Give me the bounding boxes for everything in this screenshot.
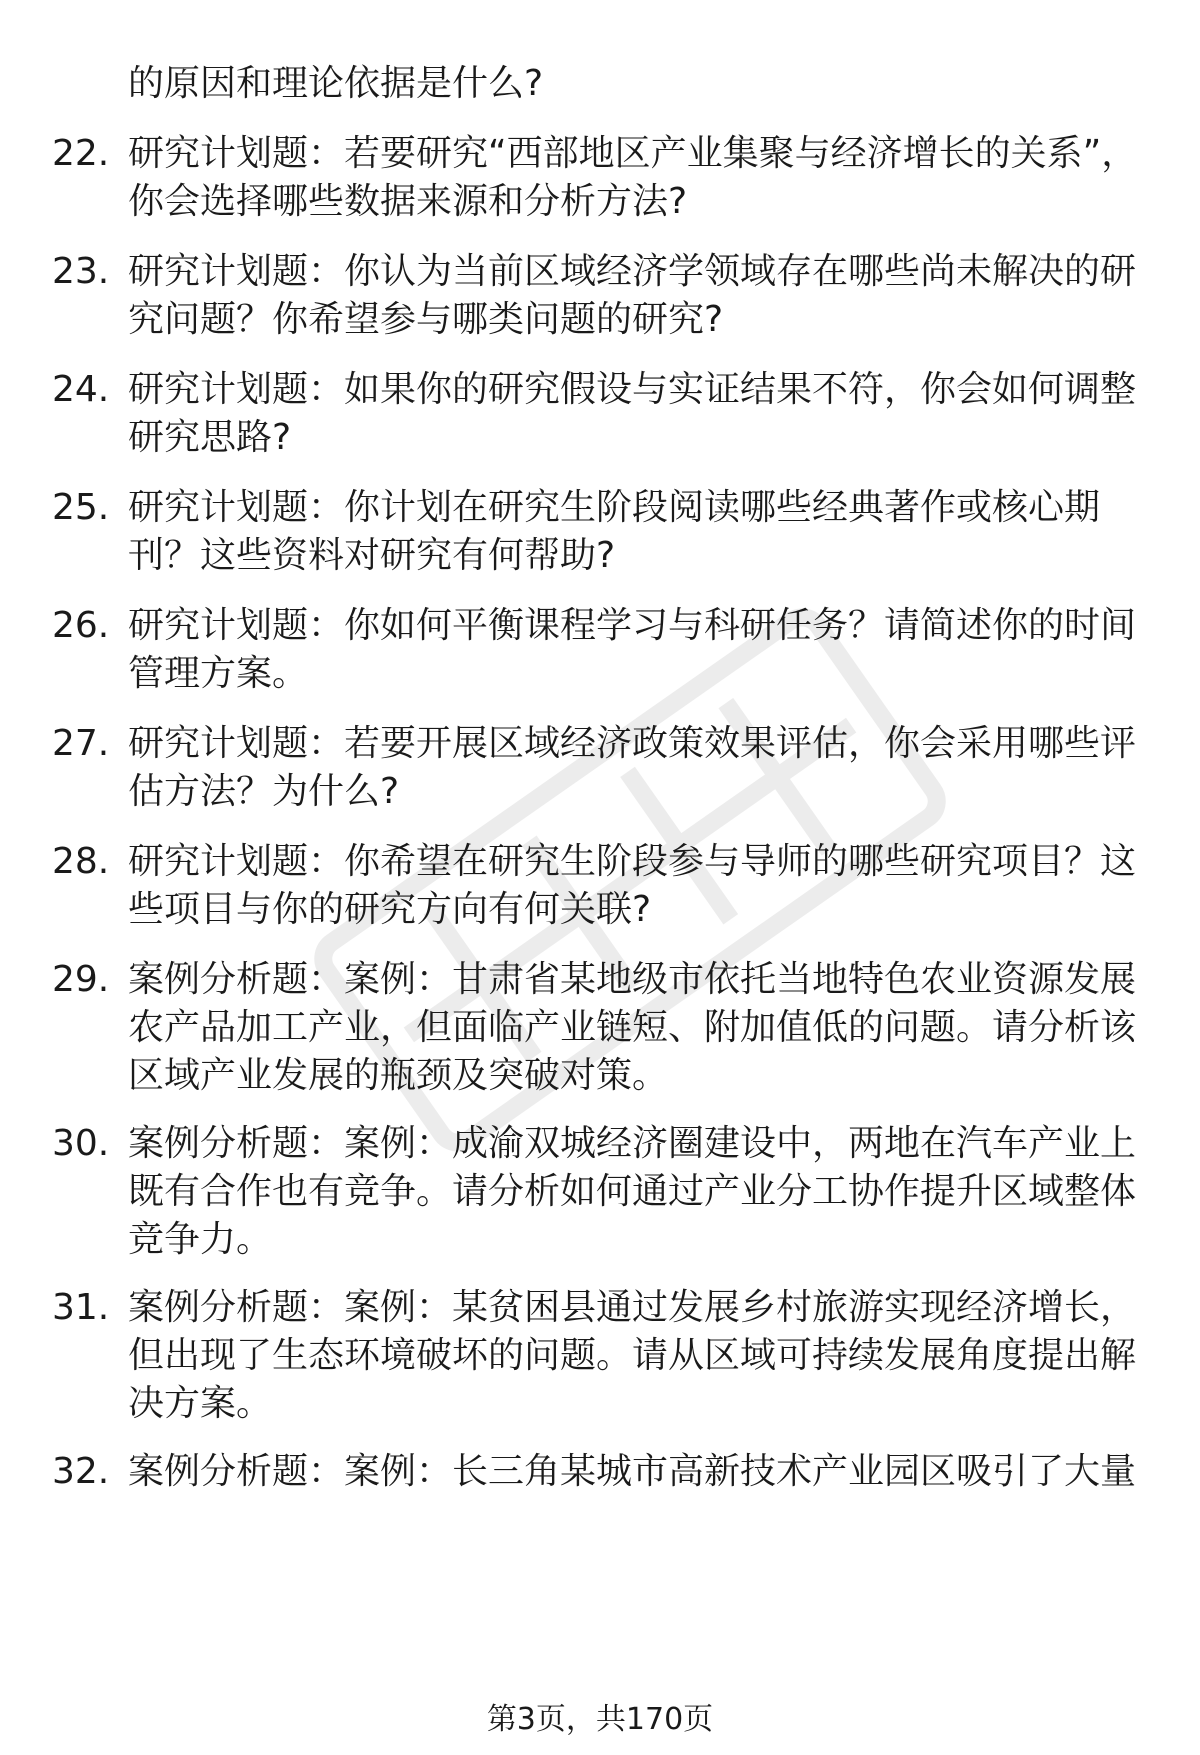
list-item [52, 248, 1142, 344]
question-number: 30. [52, 1123, 110, 1164]
question-text: 研究计划题：若要研究“西部地区产业集聚与经济增长的关系”，你会选择哪些数据来源和分析方法? [128, 133, 1138, 222]
question-text: 研究计划题：你认为当前区域经济学领域存在哪些尚未解决的研究问题？你希望参与哪类问题的研究? [128, 251, 1137, 340]
list-item [52, 1448, 1142, 1496]
question-text: 研究计划题：你如何平衡课程学习与科研任务？请简述你的时间管理方案。 [128, 605, 1137, 694]
question-number: 32. [52, 1451, 110, 1492]
question-number: 24. [52, 369, 110, 410]
question-text: 案例分析题：案例：长三角某城市高新技术产业园区吸引了大量 [128, 1451, 1137, 1492]
list-item [52, 1284, 1142, 1428]
question-text: 案例分析题：案例：某贫困县通过发展乡村旅游实现经济增长，但出现了生态环境破坏的问题。请从区域可持续发展角度提出解决方案。 [128, 1287, 1137, 1424]
list-item [52, 130, 1142, 226]
question-number: 22. [52, 133, 110, 174]
question-number: 23. [52, 251, 110, 292]
question-text: 研究计划题：如果你的研究假设与实证结果不符，你会如何调整研究思路? [128, 369, 1137, 458]
question-text: 研究计划题：你希望在研究生阶段参与导师的哪些研究项目？这些项目与你的研究方向有何关联? [128, 841, 1137, 930]
page-footer: 第3页，共170页 [486, 1702, 714, 1737]
question-number: 31. [52, 1287, 110, 1328]
question-text: 研究计划题：若要开展区域经济政策效果评估，你会采用哪些评估方法？为什么? [128, 723, 1137, 812]
list-item [52, 838, 1142, 934]
question-number: 27. [52, 723, 110, 764]
question-number: 29. [52, 959, 110, 1000]
list-item [52, 602, 1142, 698]
question-text: 研究计划题：你计划在研究生阶段阅读哪些经典著作或核心期刊？这些资料对研究有何帮助? [128, 487, 1101, 576]
question-text: 案例分析题：案例：成渝双城经济圈建设中，两地在汽车产业上既有合作也有竞争。请分析如何通过产业分工协作提升区域整体竞争力。 [128, 1123, 1137, 1260]
question-number: 25. [52, 487, 110, 528]
list-item [52, 1120, 1142, 1264]
continuation-text: 的原因和理论依据是什么? [128, 63, 544, 104]
list-item [52, 956, 1142, 1100]
list-item [52, 366, 1142, 462]
list-item [52, 484, 1142, 580]
question-number: 28. [52, 841, 110, 882]
question-text: 案例分析题：案例：甘肃省某地级市依托当地特色农业资源发展农产品加工产业，但面临产业链短、附加值低的问题。请分析该区域产业发展的瓶颈及突破对策。 [128, 959, 1137, 1096]
question-number: 26. [52, 605, 110, 646]
list-item [52, 720, 1142, 816]
